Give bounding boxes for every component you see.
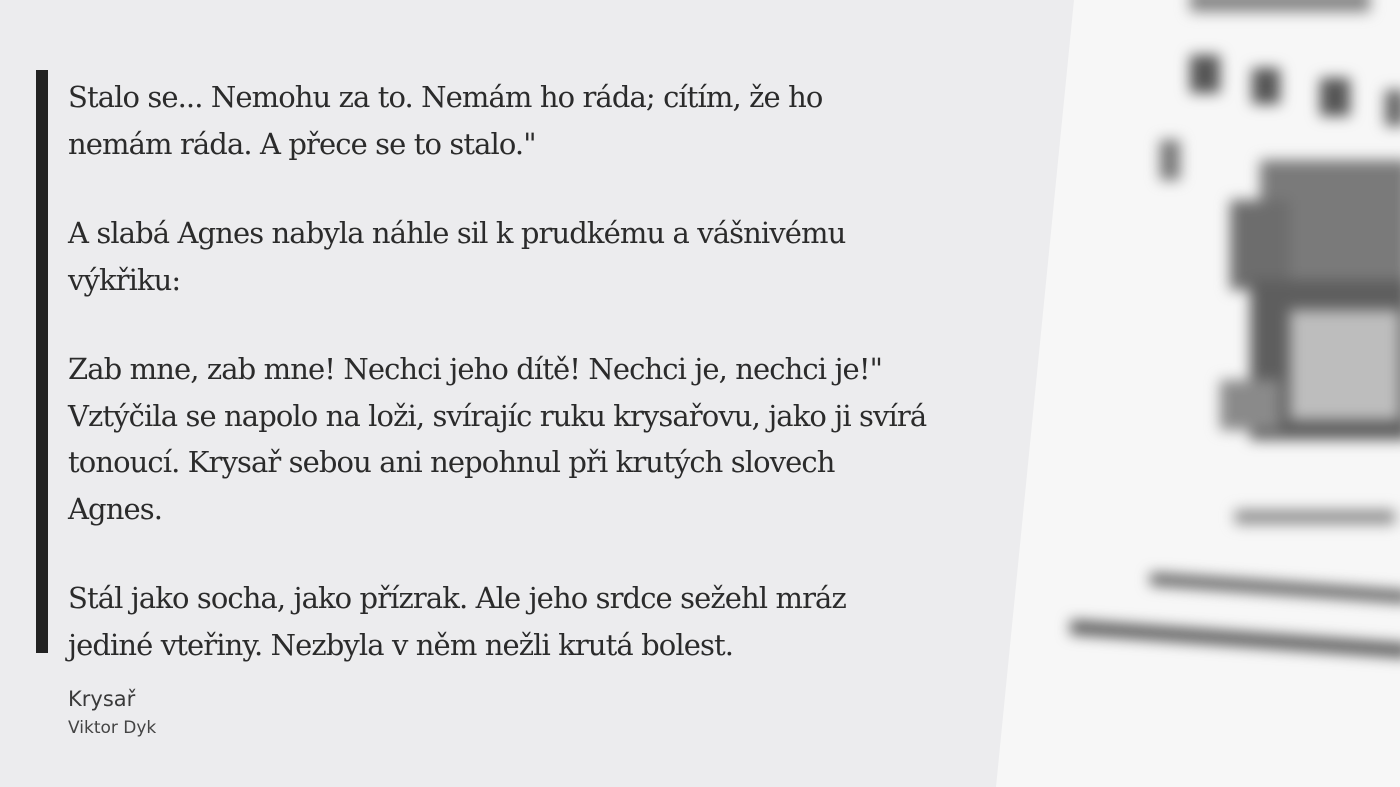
quote-paragraph: Stalo se... Nemohu za to. Nemám ho ráda; cítím, že ho nemám ráda. A přece se to stalo." bbox=[68, 80, 823, 161]
quote-paragraph: Stál jako socha, jako přízrak. Ale jeho srdce sežehl mráz jediné vteřiny. Nezbyla v něm nežli krutá bolest. bbox=[68, 581, 846, 662]
quote-source bbox=[68, 684, 156, 740]
author-name: Viktor Dyk bbox=[68, 718, 157, 738]
quote-paragraph: A slabá Agnes nabyla náhle sil k prudkému a vášnivému výkřiku: bbox=[68, 216, 846, 297]
quote-paragraph: Zab mne, zab mne! Nechci jeho dítě! Nechci je, nechci je!" Vztýčila se napolo na loži, svírajíc ruku krysařovu, jako ji svírá tonoucí. Krysař sebou ani nepohnul při krutých slovech Agnes. bbox=[68, 352, 927, 526]
book-title: Krysař bbox=[68, 687, 136, 711]
quote-text bbox=[68, 74, 928, 668]
quote-bar bbox=[36, 70, 48, 653]
blockquote bbox=[36, 70, 927, 662]
